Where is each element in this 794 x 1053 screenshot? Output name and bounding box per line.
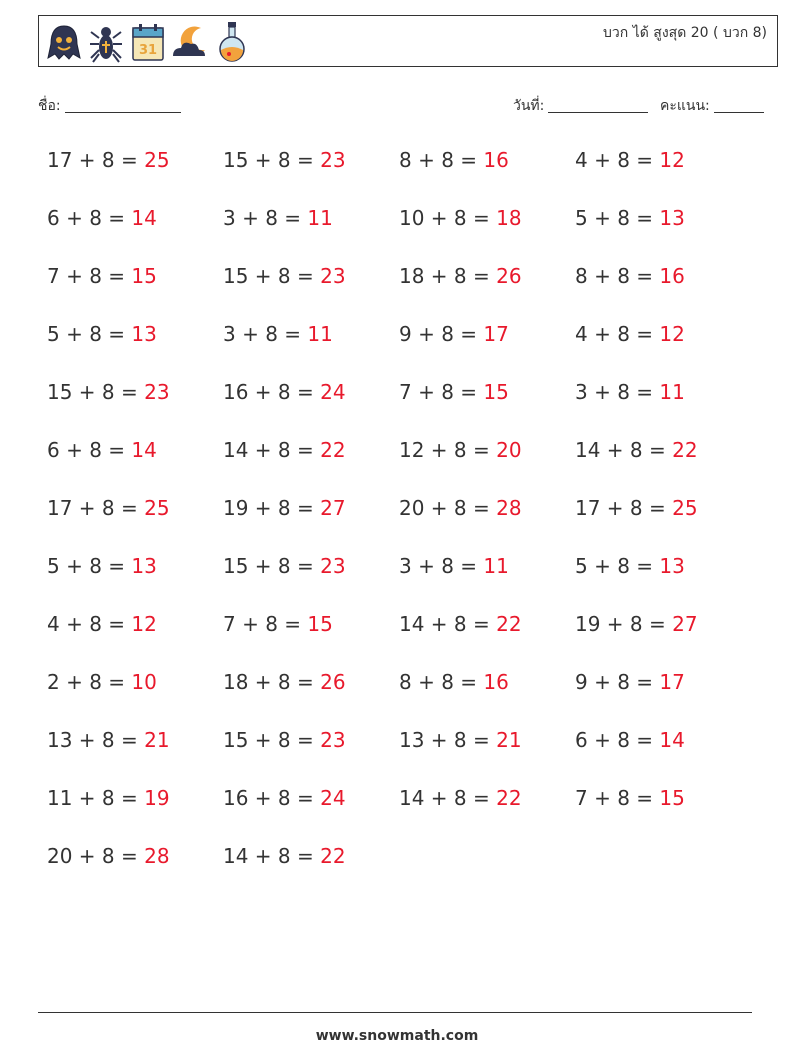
problem-question: 17 + 8 = [575, 496, 666, 520]
problem-item [399, 720, 575, 778]
problem-answer: 22 [320, 438, 346, 462]
problem-item [223, 836, 399, 894]
problem-answer: 13 [659, 554, 685, 578]
problem-question: 20 + 8 = [47, 844, 138, 868]
problem-answer: 17 [483, 322, 509, 346]
problem-question: 15 + 8 = [223, 264, 314, 288]
calendar-day-text: 31 [138, 43, 158, 58]
date-label: วันที่: [513, 98, 545, 114]
problem-item [223, 140, 399, 198]
problem-question: 3 + 8 = [223, 322, 302, 346]
problem-answer: 23 [320, 148, 346, 172]
problem-item [575, 546, 751, 604]
problem-item [47, 662, 223, 720]
problem-question: 3 + 8 = [575, 380, 654, 404]
problem-question: 4 + 8 = [47, 612, 126, 636]
problem-item [575, 720, 751, 778]
problem-item [47, 604, 223, 662]
spider-icon [87, 20, 125, 64]
problem-answer: 16 [483, 148, 509, 172]
problem-question: 5 + 8 = [575, 554, 654, 578]
problem-answer: 12 [131, 612, 157, 636]
problem-question: 9 + 8 = [575, 670, 654, 694]
problem-question: 12 + 8 = [399, 438, 490, 462]
problem-item [47, 430, 223, 488]
problem-item [575, 488, 751, 546]
footer-site: www.snowmath.com [315, 1028, 479, 1044]
problem-answer: 12 [659, 148, 685, 172]
problem-question: 14 + 8 = [575, 438, 666, 462]
name-field [38, 95, 181, 117]
problem-item [223, 662, 399, 720]
problem-answer: 11 [483, 554, 509, 578]
problem-answer: 15 [307, 612, 333, 636]
problem-item [47, 720, 223, 778]
problem-answer: 12 [659, 322, 685, 346]
problem-answer: 14 [131, 438, 157, 462]
problem-answer: 14 [659, 728, 685, 752]
problem-item [223, 720, 399, 778]
problem-answer: 13 [131, 554, 157, 578]
problem-item [575, 140, 751, 198]
problem-item [575, 372, 751, 430]
problem-item [47, 372, 223, 430]
problem-item [575, 314, 751, 372]
problem-answer: 26 [320, 670, 346, 694]
problem-item [223, 256, 399, 314]
problem-item [47, 198, 223, 256]
problem-question: 9 + 8 = [399, 322, 478, 346]
problem-answer: 15 [131, 264, 157, 288]
problem-question: 4 + 8 = [575, 148, 654, 172]
problem-question: 10 + 8 = [399, 206, 490, 230]
problem-question: 18 + 8 = [399, 264, 490, 288]
problem-item [575, 198, 751, 256]
problem-answer: 13 [131, 322, 157, 346]
problem-item [47, 546, 223, 604]
problem-question: 20 + 8 = [399, 496, 490, 520]
name-blank[interactable] [65, 98, 181, 113]
problem-answer: 16 [483, 670, 509, 694]
problem-answer: 24 [320, 380, 346, 404]
date-blank[interactable] [548, 98, 648, 113]
name-label: ชื่อ: [38, 98, 61, 114]
problem-answer: 18 [496, 206, 522, 230]
problem-question: 14 + 8 = [399, 786, 490, 810]
problem-question: 2 + 8 = [47, 670, 126, 694]
problem-question: 14 + 8 = [223, 844, 314, 868]
problem-item [223, 546, 399, 604]
problem-answer: 11 [307, 322, 333, 346]
problem-item [399, 140, 575, 198]
problem-answer: 27 [672, 612, 698, 636]
problem-item [223, 488, 399, 546]
problem-question: 17 + 8 = [47, 496, 138, 520]
problem-item [223, 778, 399, 836]
problem-answer: 17 [659, 670, 685, 694]
problem-item [223, 198, 399, 256]
problem-answer: 21 [144, 728, 170, 752]
problem-answer: 27 [320, 496, 346, 520]
problem-question: 14 + 8 = [399, 612, 490, 636]
problem-answer: 28 [496, 496, 522, 520]
problem-item [575, 604, 751, 662]
problem-question: 15 + 8 = [223, 554, 314, 578]
problem-item [47, 140, 223, 198]
problem-question: 3 + 8 = [399, 554, 478, 578]
score-label: คะแนน: [660, 98, 710, 114]
calendar-icon [129, 20, 167, 64]
problem-question: 15 + 8 = [47, 380, 138, 404]
problem-question: 14 + 8 = [223, 438, 314, 462]
problem-item [399, 488, 575, 546]
problem-answer: 22 [496, 612, 522, 636]
problem-item [399, 778, 575, 836]
problem-item [575, 662, 751, 720]
problem-item [47, 314, 223, 372]
problem-item [399, 604, 575, 662]
problem-answer: 23 [320, 554, 346, 578]
problem-question: 19 + 8 = [575, 612, 666, 636]
problem-answer: 22 [672, 438, 698, 462]
problem-question: 7 + 8 = [575, 786, 654, 810]
problem-item [399, 372, 575, 430]
problem-question: 6 + 8 = [47, 438, 126, 462]
problem-question: 11 + 8 = [47, 786, 138, 810]
problem-question: 17 + 8 = [47, 148, 138, 172]
problem-answer: 21 [496, 728, 522, 752]
footer-divider [38, 1012, 752, 1013]
score-field [660, 95, 764, 117]
problem-item [399, 662, 575, 720]
problem-question: 16 + 8 = [223, 786, 314, 810]
problem-item [223, 430, 399, 488]
potion-icon [213, 20, 251, 64]
problem-item [47, 488, 223, 546]
problem-item [399, 198, 575, 256]
problem-grid [47, 140, 767, 894]
problem-item [575, 430, 751, 488]
problem-question: 7 + 8 = [47, 264, 126, 288]
problem-item [223, 372, 399, 430]
problem-answer: 23 [320, 264, 346, 288]
problem-answer: 11 [307, 206, 333, 230]
problem-answer: 23 [320, 728, 346, 752]
problem-item [47, 836, 223, 894]
problem-question: 15 + 8 = [223, 148, 314, 172]
problem-item [399, 256, 575, 314]
problem-item [223, 314, 399, 372]
problem-answer: 19 [144, 786, 170, 810]
problem-answer: 25 [672, 496, 698, 520]
problem-item [223, 604, 399, 662]
problem-answer: 20 [496, 438, 522, 462]
problem-question: 6 + 8 = [47, 206, 126, 230]
problem-answer: 23 [144, 380, 170, 404]
problem-question: 8 + 8 = [575, 264, 654, 288]
problem-answer: 14 [131, 206, 157, 230]
worksheet-title: บวก ได้ สูงสุด 20 ( บวก 8) [603, 25, 767, 41]
problem-answer: 22 [496, 786, 522, 810]
problem-item [47, 778, 223, 836]
problem-answer: 15 [483, 380, 509, 404]
problem-answer: 26 [496, 264, 522, 288]
problem-answer: 10 [131, 670, 157, 694]
problem-question: 4 + 8 = [575, 322, 654, 346]
problem-question: 13 + 8 = [47, 728, 138, 752]
problem-item [399, 314, 575, 372]
problem-answer: 28 [144, 844, 170, 868]
problem-question: 16 + 8 = [223, 380, 314, 404]
problem-question: 7 + 8 = [223, 612, 302, 636]
score-blank[interactable] [714, 98, 764, 113]
ghost-icon [45, 20, 83, 64]
problem-question: 8 + 8 = [399, 148, 478, 172]
icon-strip [45, 20, 251, 64]
problem-answer: 25 [144, 496, 170, 520]
problem-question: 6 + 8 = [575, 728, 654, 752]
problem-question: 18 + 8 = [223, 670, 314, 694]
problem-question: 5 + 8 = [47, 554, 126, 578]
problem-item [399, 546, 575, 604]
moon-cloud-icon [171, 20, 209, 64]
problem-item [399, 430, 575, 488]
problem-question: 3 + 8 = [223, 206, 302, 230]
problem-question: 5 + 8 = [47, 322, 126, 346]
problem-answer: 11 [659, 380, 685, 404]
problem-question: 5 + 8 = [575, 206, 654, 230]
problem-answer: 25 [144, 148, 170, 172]
problem-answer: 22 [320, 844, 346, 868]
problem-question: 7 + 8 = [399, 380, 478, 404]
problem-question: 13 + 8 = [399, 728, 490, 752]
problem-item [575, 256, 751, 314]
problem-question: 19 + 8 = [223, 496, 314, 520]
problem-question: 8 + 8 = [399, 670, 478, 694]
problem-answer: 16 [659, 264, 685, 288]
problem-item [575, 778, 751, 836]
problem-answer: 15 [659, 786, 685, 810]
problem-question: 15 + 8 = [223, 728, 314, 752]
problem-item [47, 256, 223, 314]
problem-answer: 24 [320, 786, 346, 810]
problem-answer: 13 [659, 206, 685, 230]
date-field [513, 95, 648, 117]
header-box [38, 15, 778, 67]
